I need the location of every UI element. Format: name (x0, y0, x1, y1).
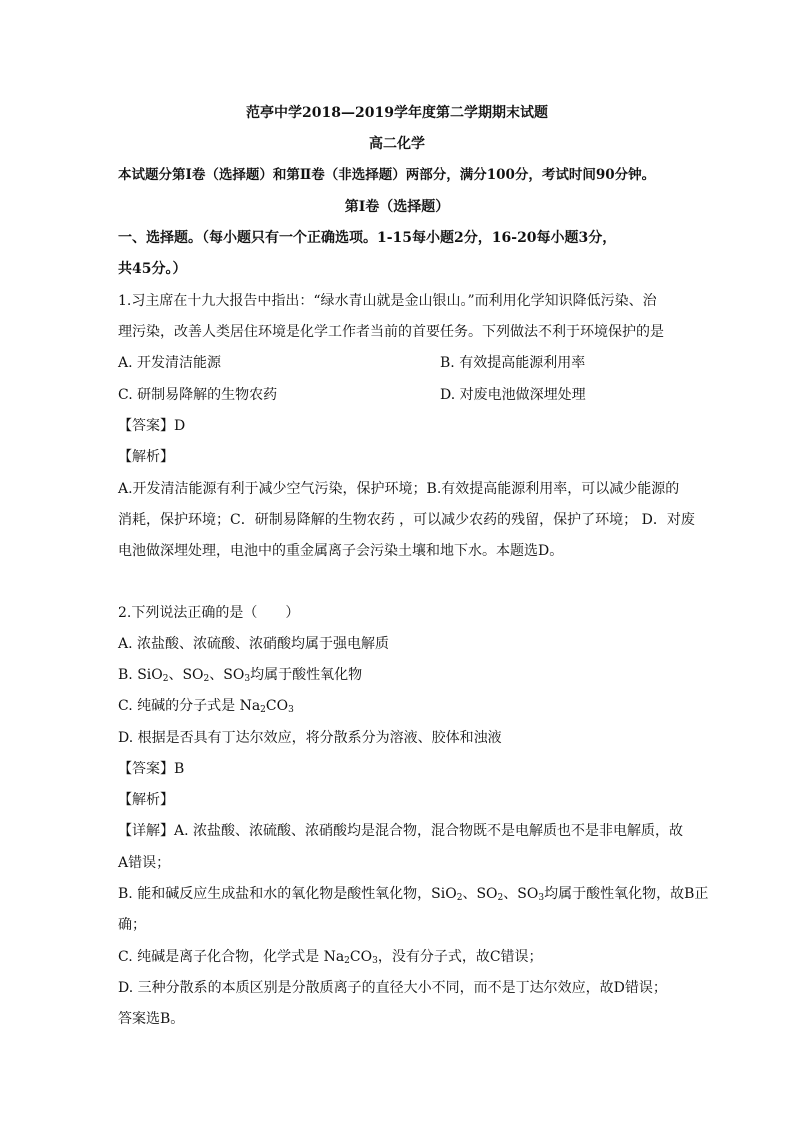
section-title: 第Ⅰ卷（选择题） (344, 199, 450, 215)
q2-option-a: A. 浓盐酸、浓硫酸、浓硝酸均属于强电解质 (118, 636, 390, 652)
q2-analysis-label: 【解析】 (118, 792, 174, 808)
q2-detail-c: C. 纯碱是离子化合物，化学式是 $Na_2CO_3$，没有分子式，故C错误； (118, 949, 543, 966)
q2-option-b: B. SiO$_2$、$SO_2$、$SO_3$均属于酸性氧化物 (118, 667, 363, 684)
q1-answer: 【答案】D (118, 418, 186, 434)
q2-detail-d: D. 三种分散系的本质区别是分散质离子的直径大小不同，而不是丁达尔效应，故D错误； (118, 980, 667, 996)
q1-analysis-line2: 消耗，保护环境；C．研制易降解的生物农药 ，可以减少农药的残留，保护了环境； D．对废 (118, 512, 695, 528)
q1-option-d: D. 对废电池做深埋处理 (440, 387, 586, 403)
q2-detail-line1: 【详解】A. 浓盐酸、浓硫酸、浓硝酸均是混合物，混合物既不是电解质也不是非电解质，故 (118, 823, 684, 839)
q2-conclusion: 答案选B。 (118, 1011, 185, 1027)
exam-title: 范亭中学2018—2019学年度第二学期期末试题 (246, 105, 548, 121)
q2-stem: 2.下列说法正确的是（ ） (118, 605, 300, 621)
q1-option-c: C. 研制易降解的生物农药 (118, 387, 278, 403)
q2-detail-b: B. 能和碱反应生成盐和水的氧化物是酸性氧化物，SiO$_2$、$SO_2$、$SO_3$均属于酸性氧化物，故B正 (118, 886, 709, 903)
q2-answer: 【答案】B (118, 761, 185, 777)
q1-stem-line2: 理污染，改善人类居住环境是化学工作者当前的首要任务。下列做法不利于环境保护的是 (118, 324, 664, 340)
q1-analysis-line1: A.开发清洁能源有利于减少空气污染，保护环境；B.有效提高能源利用率，可以减少能源的 (118, 481, 680, 497)
q1-analysis-line3: 电池做深埋处理，电池中的重金属离子会污染土壤和地下水。本题选D。 (118, 543, 564, 559)
q1-option-b: B. 有效提高能源利用率 (440, 355, 586, 371)
q1-stem-line1: 1.习主席在十九大报告中指出：“绿水青山就是金山银山。”而利用化学知识降低污染、治 (118, 293, 657, 309)
q1-option-a: A. 开发清洁能源 (118, 355, 222, 371)
q2-detail-line2: A错误； (118, 855, 171, 871)
part-heading-line1: 一、选择题。（每小题只有一个正确选项。1-15每小题2分，16-20每小题3分， (118, 230, 617, 246)
part-heading-line2: 共45分。） (118, 261, 187, 277)
subject-title: 高二化学 (369, 136, 425, 152)
q2-option-d: D. 根据是否具有丁达尔效应，将分散系分为溶液、胶体和浊液 (118, 730, 502, 746)
exam-intro: 本试题分第Ⅰ卷（选择题）和第Ⅱ卷（非选择题）两部分，满分100分，考试时间90分钟。 (118, 167, 656, 183)
q2-detail-b-line2: 确； (118, 917, 146, 933)
q2-option-c: C. 纯碱的分子式是 $Na_2CO_3$ (118, 698, 294, 715)
q1-analysis-label: 【解析】 (118, 449, 174, 465)
